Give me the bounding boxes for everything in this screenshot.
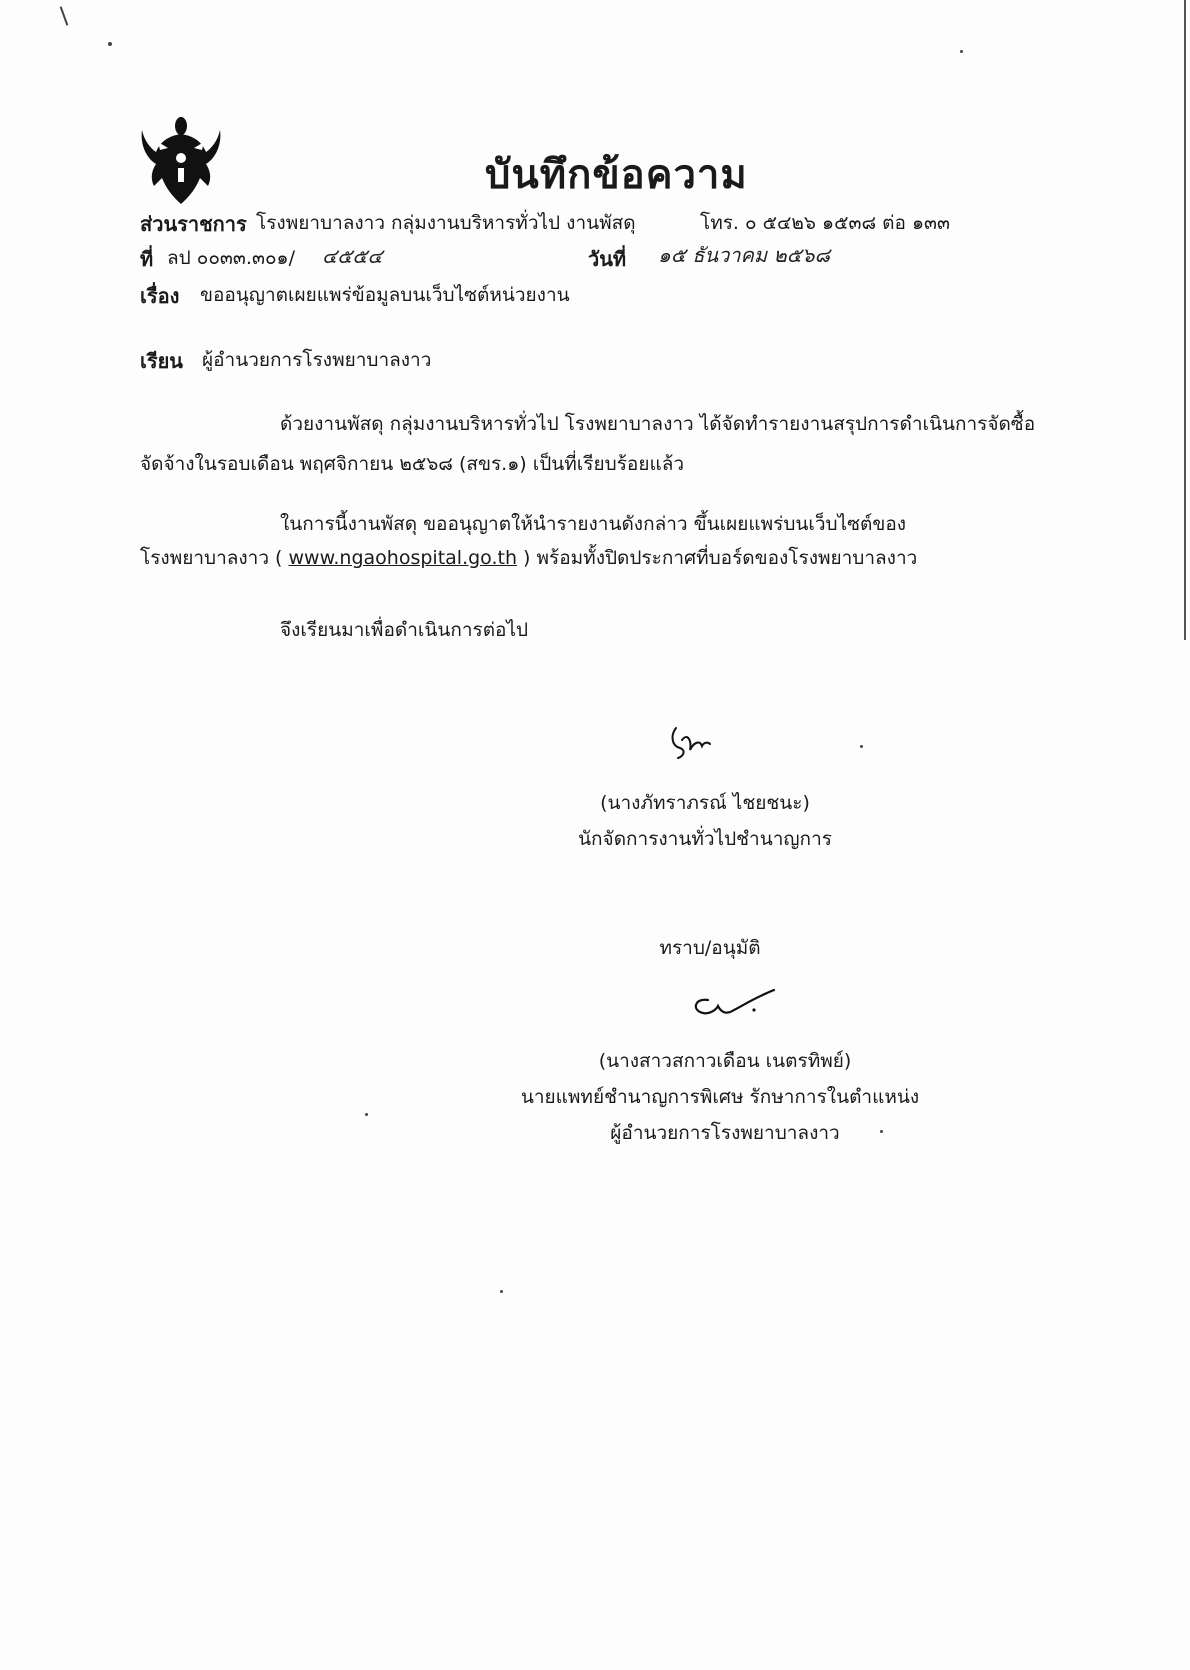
subject-label: เรื่อง: [140, 284, 180, 308]
ref-number-handwritten: ๔๕๕๔: [322, 244, 383, 268]
date-handwritten: ๑๕ ธันวาคม ๒๕๖๘: [658, 243, 830, 267]
scan-speck: [108, 42, 112, 46]
closing-line: จึงเรียนมาเพื่อดำเนินการต่อไป: [280, 619, 529, 641]
scan-speck: [860, 745, 863, 748]
subject-value: ขออนุญาตเผยแพร่ข้อมูลบนเว็บไซต์หน่วยงาน: [200, 284, 570, 306]
signer-2-name: (นางสาวสกาวเดือน เนตรทิพย์): [598, 1050, 852, 1072]
date-label: วันที่: [588, 247, 627, 271]
scan-speck: [500, 1290, 503, 1293]
website-link[interactable]: www.ngaohospital.go.th: [288, 547, 517, 569]
scan-speck: [365, 1113, 368, 1116]
memo-title: บันทึกข้อความ: [485, 152, 748, 198]
signer-2-position-line-1: นายแพทย์ชำนาญการพิเศษ รักษาการในตำแหน่ง: [520, 1086, 920, 1108]
paragraph-2-line-2: [140, 540, 917, 576]
paragraph-2-prefix: โรงพยาบาลงาว (: [140, 547, 283, 569]
agency-label: ส่วนราชการ: [140, 212, 247, 236]
approval-label: ทราบ/อนุมัติ: [659, 937, 761, 959]
signature-1-icon: [668, 722, 714, 762]
scan-edge-line: [1184, 0, 1186, 640]
phone-number: โทร. ๐ ๕๔๒๖ ๑๕๓๘ ต่อ ๑๓๓: [700, 212, 950, 234]
agency-value: โรงพยาบาลงาว กลุ่มงานบริหารทั่วไป งานพัสดุ: [256, 212, 636, 234]
paragraph-2-suffix: ) พร้อมทั้งปิดประกาศที่บอร์ดของโรงพยาบาลงาว: [523, 547, 918, 569]
to-label: เรียน: [140, 349, 183, 373]
to-value: ผู้อำนวยการโรงพยาบาลงาว: [202, 349, 432, 371]
paragraph-1-line-1: ด้วยงานพัสดุ กลุ่มงานบริหารทั่วไป โรงพยาบาลงาว ได้จัดทำรายงานสรุปการดำเนินการจัดซื้อ: [280, 413, 1036, 435]
scan-speck: [60, 6, 69, 25]
signer-1-position: นักจัดการงานทั่วไปชำนาญการ: [578, 828, 832, 850]
scan-speck: [960, 50, 963, 53]
signer-2-position-line-2: ผู้อำนวยการโรงพยาบาลงาว: [610, 1122, 840, 1144]
paragraph-1-line-2: จัดจ้างในรอบเดือน พฤศจิกายน ๒๕๖๘ (สขร.๑) เป็นที่เรียบร้อยแล้ว: [140, 453, 685, 475]
signer-1-name: (นางภัทราภรณ์ ไชยชนะ): [600, 792, 810, 814]
ref-label: ที่: [140, 247, 154, 271]
garuda-emblem-icon: [138, 108, 224, 208]
paragraph-2-line-1: ในการนี้งานพัสดุ ขออนุญาตให้นำรายงานดังกล่าว ขึ้นเผยแพร่บนเว็บไซต์ของ: [280, 513, 907, 535]
ref-value: ลป ๐๐๓๓.๓๐๑/: [167, 247, 295, 269]
signature-2-icon: [688, 984, 780, 1022]
